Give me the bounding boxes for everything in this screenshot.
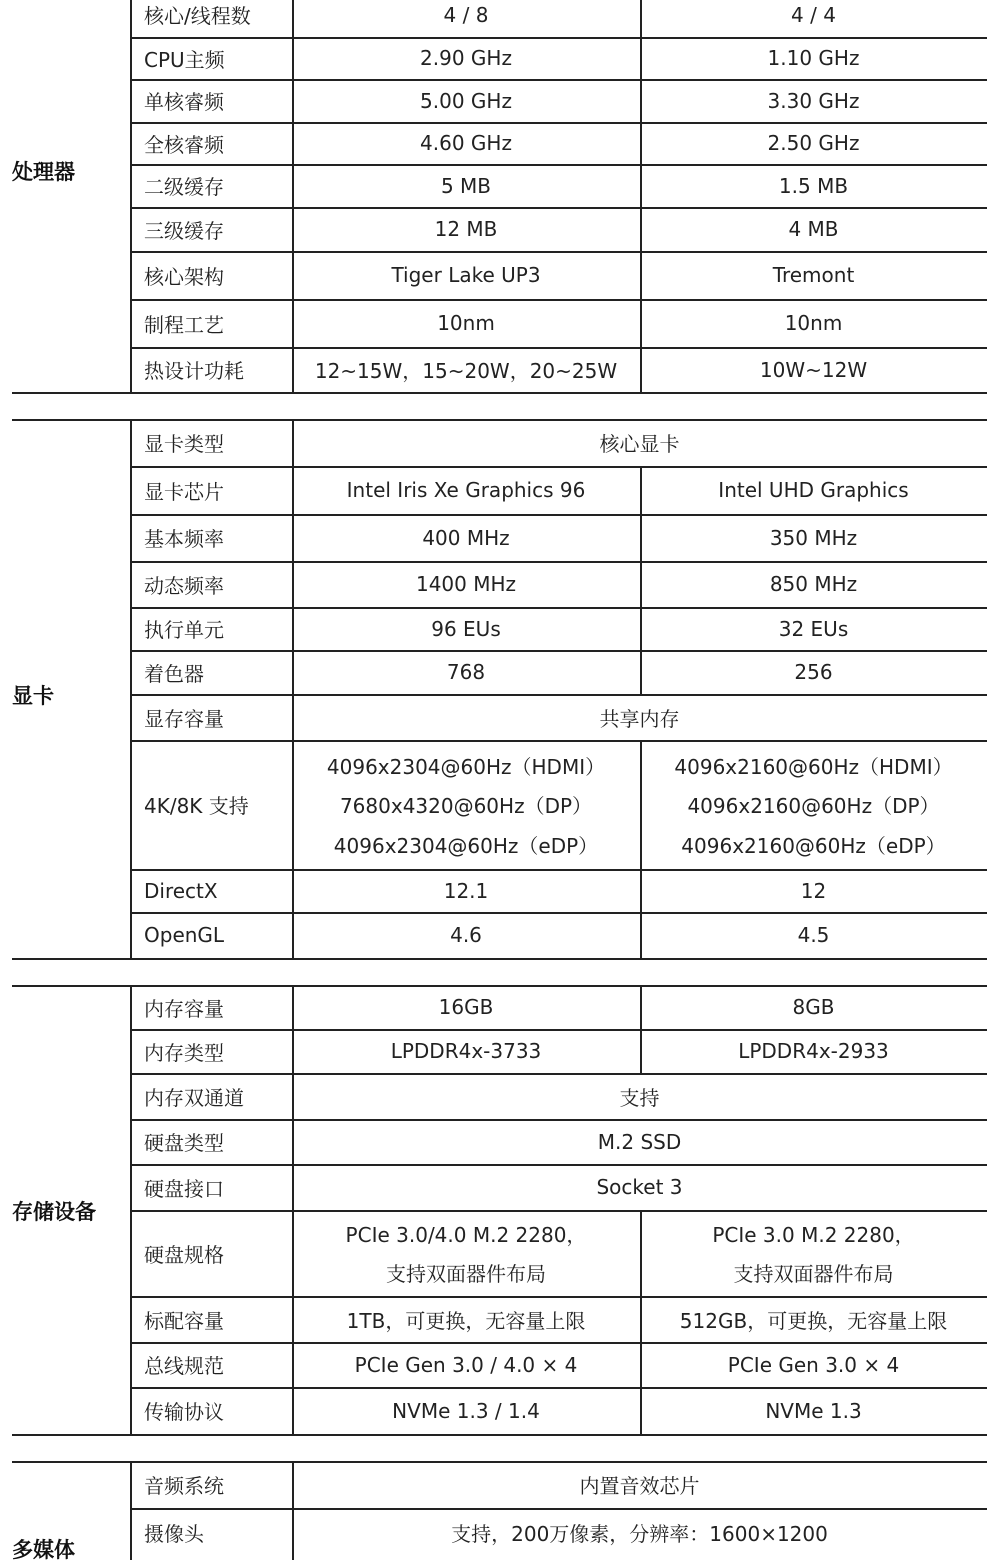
model-1-value-cell — [292, 561, 640, 607]
row-label: 基本频率 — [144, 527, 224, 551]
cell-line: 1.5 MB — [778, 173, 849, 198]
model-1-value-cell — [292, 164, 640, 207]
cell-line: 2.50 GHz — [767, 131, 860, 155]
model-2-value-cell — [640, 122, 987, 164]
cell-line: LPDDR4x-2933 — [738, 1039, 889, 1063]
merged-value-cell — [292, 1508, 987, 1556]
model-1-value-cell — [292, 1342, 640, 1387]
merged-value-cell — [292, 1073, 987, 1119]
cell-line: NVMe 1.3 — [765, 1398, 862, 1423]
model-2-value-cell — [640, 466, 987, 514]
merged-value-cell — [292, 419, 987, 466]
row-label: 着色器 — [144, 661, 204, 686]
row-label: 总线规范 — [144, 1354, 224, 1378]
cell-line: 12~15W，15~20W，20~25W — [314, 359, 618, 383]
row-label: 音频系统 — [144, 1474, 224, 1498]
model-1-value-cell — [292, 251, 640, 299]
cell-line: 支持，200万像素，分辨率：1600×1200 — [451, 1521, 828, 1546]
cell-line: 支持双面器件布局 — [733, 1261, 894, 1286]
cell-line: 4096x2160@60Hz（HDMI） — [674, 754, 953, 779]
model-2-value-cell — [640, 1296, 987, 1342]
model-1-value-cell — [292, 912, 640, 958]
cell-line: 350 MHz — [769, 525, 858, 550]
model-1-value-cell — [292, 347, 640, 392]
cell-line: PCIe 3.0 M.2 2280， — [712, 1223, 915, 1248]
model-2-value-cell — [640, 740, 987, 869]
cell-line: 4096x2304@60Hz（eDP） — [333, 833, 599, 858]
cell-line: 4.60 GHz — [420, 131, 512, 155]
model-2-value-cell — [640, 514, 987, 561]
row-label: 三级缓存 — [144, 218, 224, 243]
model-1-value-cell — [292, 740, 640, 869]
cell-line: PCIe Gen 3.0 × 4 — [727, 1352, 900, 1377]
row-label: 硬盘规格 — [144, 1242, 224, 1267]
model-2-value-cell — [640, 207, 987, 251]
row-label: 执行单元 — [144, 618, 224, 642]
model-2-value-cell — [640, 299, 987, 347]
model-2-value-cell — [640, 607, 987, 650]
row-label: 显存容量 — [144, 706, 224, 731]
row-label: 显卡芯片 — [144, 479, 224, 504]
model-1-value-cell — [292, 650, 640, 694]
row-label: 单核睿频 — [144, 90, 224, 114]
model-1-value-cell — [292, 79, 640, 122]
cell-line: 256 — [794, 660, 833, 684]
cell-line: 12.1 — [443, 878, 489, 903]
cell-line: 10nm — [437, 311, 495, 335]
row-label: 4K/8K 支持 — [144, 794, 249, 818]
cell-line: 96 EUs — [431, 616, 501, 641]
row-label: 内存双通道 — [144, 1085, 244, 1110]
row-label: 硬盘接口 — [144, 1176, 224, 1201]
model-1-value-cell — [292, 0, 640, 37]
merged-value-cell — [292, 694, 987, 740]
cell-line: 支持 — [619, 1085, 660, 1110]
model-2-value-cell — [640, 251, 987, 299]
cell-line: NVMe 1.3 / 1.4 — [392, 1398, 540, 1423]
model-1-value-cell — [292, 514, 640, 561]
cell-line: 768 — [446, 660, 486, 684]
cell-line: 5.00 GHz — [420, 88, 512, 113]
row-label: 核心架构 — [144, 264, 224, 289]
cell-line: 1TB，可更换，无容量上限 — [346, 1308, 586, 1333]
cell-line: 3.30 GHz — [767, 88, 860, 113]
cell-line: 2.90 GHz — [420, 46, 512, 70]
model-2-value-cell — [640, 1029, 987, 1073]
cell-line: 512GB，可更换，无容量上限 — [679, 1308, 948, 1333]
cell-line: M.2 SSD — [597, 1129, 682, 1154]
model-1-value-cell — [292, 299, 640, 347]
cell-line: 支持双面器件布局 — [386, 1261, 546, 1286]
model-1-value-cell — [292, 1387, 640, 1434]
cell-line: 4096x2160@60Hz（eDP） — [681, 833, 946, 858]
row-label: 标配容量 — [144, 1308, 224, 1333]
cell-line: Socket 3 — [596, 1175, 683, 1199]
model-2-value-cell — [640, 1387, 987, 1434]
model-2-value-cell — [640, 985, 987, 1029]
section-title: 存储设备 — [12, 1200, 96, 1224]
section-title: 显卡 — [12, 684, 54, 708]
cell-line: Intel Iris Xe Graphics 96 — [346, 478, 586, 502]
row-label: OpenGL — [144, 923, 225, 947]
cell-line: 1.10 GHz — [767, 46, 860, 70]
model-1-value-cell — [292, 985, 640, 1029]
row-label: 二级缓存 — [144, 175, 224, 199]
cell-line: 850 MHz — [769, 572, 858, 596]
merged-value-cell — [292, 1164, 987, 1210]
cell-line: 4 / 8 — [443, 2, 489, 27]
row-label: 制程工艺 — [144, 312, 224, 337]
model-2-value-cell — [640, 561, 987, 607]
row-label: DirectX — [144, 878, 218, 903]
cell-line: 4096x2160@60Hz（DP） — [687, 794, 940, 818]
cell-line: 10W~12W — [759, 357, 868, 382]
merged-value-cell — [292, 1461, 987, 1508]
cell-line: 4.6 — [450, 923, 482, 947]
model-1-value-cell — [292, 1210, 640, 1296]
model-1-value-cell — [292, 466, 640, 514]
model-1-value-cell — [292, 869, 640, 912]
cell-line: 400 MHz — [422, 525, 510, 550]
cell-line: 7680x4320@60Hz（DP） — [339, 794, 593, 818]
section-title: 处理器 — [12, 160, 75, 184]
cell-line: 8GB — [792, 995, 835, 1019]
cell-line: 5 MB — [440, 173, 492, 198]
model-2-value-cell — [640, 79, 987, 122]
model-1-value-cell — [292, 122, 640, 164]
cell-line: 共享内存 — [599, 706, 680, 731]
row-label: 传输协议 — [144, 1400, 224, 1424]
row-label: 全核睿频 — [144, 132, 224, 157]
section-bottom-border — [12, 958, 987, 960]
cell-line: Tremont — [772, 263, 855, 287]
section-bottom-border — [12, 1434, 987, 1436]
model-1-value-cell — [292, 207, 640, 251]
model-2-value-cell — [640, 1210, 987, 1296]
model-1-value-cell — [292, 37, 640, 79]
row-label: CPU主频 — [144, 47, 225, 72]
cell-line: 核心显卡 — [599, 432, 680, 456]
cell-line: Intel UHD Graphics — [718, 478, 909, 502]
cell-line: LPDDR4x-3733 — [390, 1039, 542, 1063]
cell-line: 16GB — [438, 995, 494, 1019]
row-label: 内存类型 — [144, 1040, 224, 1065]
cell-line: Tiger Lake UP3 — [391, 263, 541, 287]
cell-line: PCIe Gen 3.0 / 4.0 × 4 — [354, 1352, 578, 1377]
model-2-value-cell — [640, 164, 987, 207]
row-label: 摄像头 — [144, 1521, 204, 1546]
model-2-value-cell — [640, 1342, 987, 1387]
model-2-value-cell — [640, 0, 987, 37]
cell-line: 1400 MHz — [415, 572, 517, 596]
model-1-value-cell — [292, 1029, 640, 1073]
section-bottom-border — [12, 392, 987, 394]
model-2-value-cell — [640, 347, 987, 392]
cell-line: 4.5 — [797, 923, 830, 947]
model-2-value-cell — [640, 37, 987, 79]
cell-line: 10nm — [784, 311, 843, 335]
model-1-value-cell — [292, 607, 640, 650]
row-label: 热设计功耗 — [144, 359, 244, 383]
cell-line: 4096x2304@60Hz（HDMI） — [326, 754, 606, 779]
row-label: 动态频率 — [144, 573, 224, 598]
model-1-value-cell — [292, 1296, 640, 1342]
cell-line: 32 EUs — [778, 616, 849, 641]
row-label: 内存容量 — [144, 996, 224, 1021]
cell-line: 内置音效芯片 — [579, 1474, 700, 1498]
row-label: 硬盘类型 — [144, 1131, 224, 1155]
model-2-value-cell — [640, 650, 987, 694]
model-2-value-cell — [640, 869, 987, 912]
model-2-value-cell — [640, 912, 987, 958]
cell-line: 4 / 4 — [791, 2, 836, 27]
merged-value-cell — [292, 1119, 987, 1164]
cell-line: 12 MB — [434, 217, 498, 241]
cell-line: 12 — [800, 878, 827, 903]
row-label: 核心/线程数 — [144, 4, 251, 28]
cell-line: PCIe 3.0/4.0 M.2 2280， — [345, 1223, 587, 1248]
cell-line: 4 MB — [788, 217, 839, 241]
row-label: 显卡类型 — [144, 432, 224, 456]
section-title: 多媒体 — [12, 1538, 75, 1562]
